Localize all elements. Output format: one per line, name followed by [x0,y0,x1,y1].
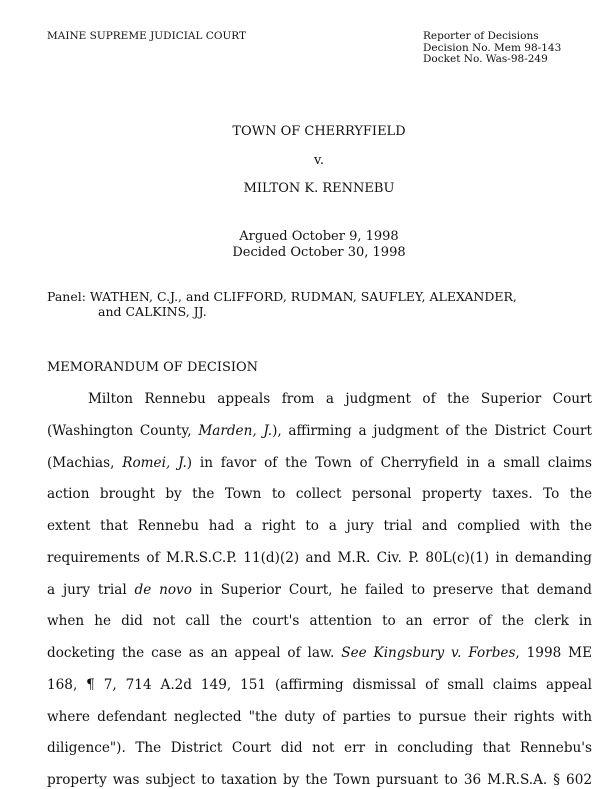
text-segment: in Superior Court, he failed to preserve that demand [191,581,593,598]
text-segment: diligence"). The District Court did not err in concluding that Rennebu's [47,740,592,757]
text-segment: (Machias, [47,454,123,471]
text-segment: a jury trial [47,581,135,598]
text-segment: where defendant neglected "the duty of parties to pursue their rights with [47,708,592,725]
court-name: MAINE SUPREME JUDICIAL COURT [47,30,247,42]
body-line [47,581,592,599]
text-segment: 168, ¶ 7, 714 A.2d 149, 151 (affirming dismissal of small claims appeal [47,676,592,693]
body-line [47,644,592,662]
text-segment: requirements of M.R.S.C.P. 11(d)(2) and M.R. Civ. P. 80L(c)(1) in demanding [47,549,592,566]
reporter-label: Reporter of Decisions [423,30,539,42]
body-line [47,612,592,630]
body-line [47,454,592,472]
body-line [47,549,592,567]
text-segment: docketing the case as an appeal of law. [47,645,342,661]
body-line [47,517,592,535]
text-segment: when he did not call the court's attention to an error of the clerk in [47,613,592,630]
text-segment: extent that Rennebu had a right to a jury trial and complied with the [47,518,592,534]
text-segment: ) in favor of the Town of Cherryfield in a small claims [186,454,593,471]
versus: v. [314,153,324,168]
body-line [47,422,592,440]
body-line [47,739,592,757]
body-line [88,390,592,408]
text-segment: , 1998 ME [515,645,592,661]
body-line [47,485,592,503]
section-heading: MEMORANDUM OF DECISION [47,360,259,375]
panel-line-2: and CALKINS, JJ. [98,304,207,319]
panel-line-1: Panel: WATHEN, C.J., and CLIFFORD, RUDMAN, SAUFLEY, ALEXANDER, [47,289,517,304]
body-line [47,708,592,726]
text-segment: ), affirming a judgment of the District Court [272,422,592,439]
text-segment: Milton Rennebu appeals from a judgment of the Superior Court [88,391,592,407]
italic-text: See Kingsbury v. Forbes [341,645,516,661]
defendant: MILTON K. RENNEBU [243,181,395,196]
decided-date: Decided October 30, 1998 [232,245,406,260]
argued-date: Argued October 9, 1998 [239,229,399,244]
text-segment: property was subject to taxation by the Town pursuant to 36 M.R.S.A. § 602 [47,772,592,788]
docket-number: Docket No. Was-98-249 [423,53,548,65]
italic-text: Romei, J. [122,454,187,471]
body-line [47,771,592,789]
plaintiff: TOWN OF CHERRYFIELD [232,124,406,139]
text-segment: (Washington County, [47,422,199,439]
italic-text: Marden, J. [198,422,273,439]
body-line [47,676,592,694]
italic-text: de novo [134,581,192,598]
text-segment: action brought by the Town to collect personal property taxes. To the [47,486,592,503]
decision-number: Decision No. Mem 98-143 [423,42,562,54]
